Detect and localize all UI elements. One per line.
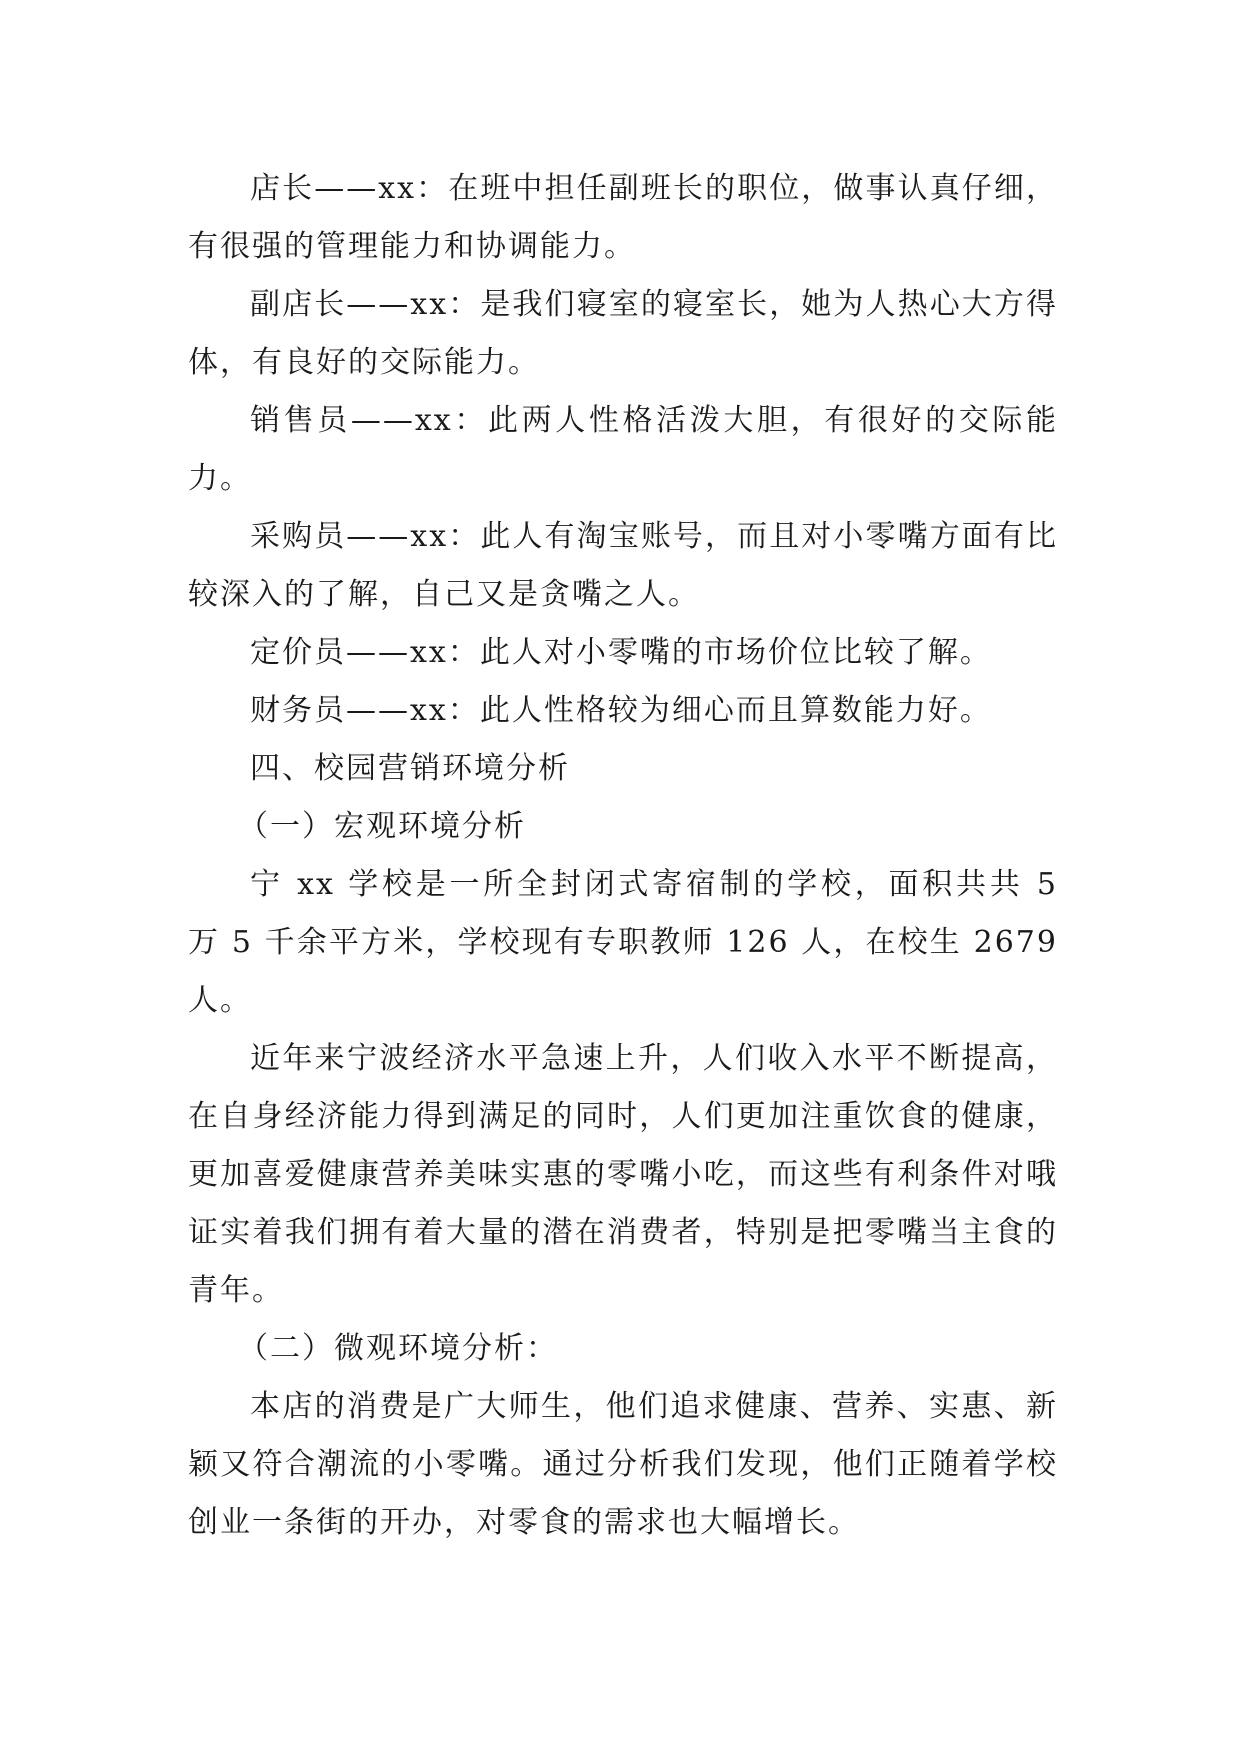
paragraph-salesperson: 销售员——xx：此两人性格活泼大胆，有很好的交际能力。 xyxy=(188,403,1058,496)
paragraph-deputy-manager: 副店长——xx：是我们寝室的寝室长，她为人热心大方得体，有良好的交际能力。 xyxy=(188,287,1058,380)
paragraph-finance: 财务员——xx：此人性格较为细心而且算数能力好。 xyxy=(250,693,992,728)
paragraph-purchaser: 采购员——xx：此人有淘宝账号，而且对小零嘴方面有比较深入的了解，自己又是贪嘴之人。 xyxy=(188,519,1058,612)
subheading-micro: （二）微观环境分析： xyxy=(238,1331,558,1366)
document-body xyxy=(188,160,1058,1552)
section-heading-environment: 四、校园营销环境分析 xyxy=(250,751,570,786)
subheading-macro: （一）宏观环境分析 xyxy=(238,809,526,844)
paragraph-economy: 近年来宁波经济水平急速上升，人们收入水平不断提高，在自身经济能力得到满足的同时，人们更加注重饮食的健康，更加喜爱健康营养美味实惠的零嘴小吃，而这些有利条件对哦证实着我们拥有着大量的潜在消费者，特别是把零嘴当主食的青年。 xyxy=(188,1041,1058,1308)
paragraph-school-info: 宁 xx 学校是一所全封闭式寄宿制的学校，面积共共 5 万 5 千余平方米，学校现有专职教师 126 人，在校生 2679 人。 xyxy=(188,867,1058,1018)
paragraph-pricer: 定价员——xx：此人对小零嘴的市场价位比较了解。 xyxy=(250,635,992,670)
paragraph-store-manager: 店长——xx：在班中担任副班长的职位，做事认真仔细，有很强的管理能力和协调能力。 xyxy=(188,171,1058,264)
paragraph-consumers: 本店的消费是广大师生，他们追求健康、营养、实惠、新颖又符合潮流的小零嘴。通过分析我们发现，他们正随着学校创业一条街的开办，对零食的需求也大幅增长。 xyxy=(188,1389,1058,1540)
